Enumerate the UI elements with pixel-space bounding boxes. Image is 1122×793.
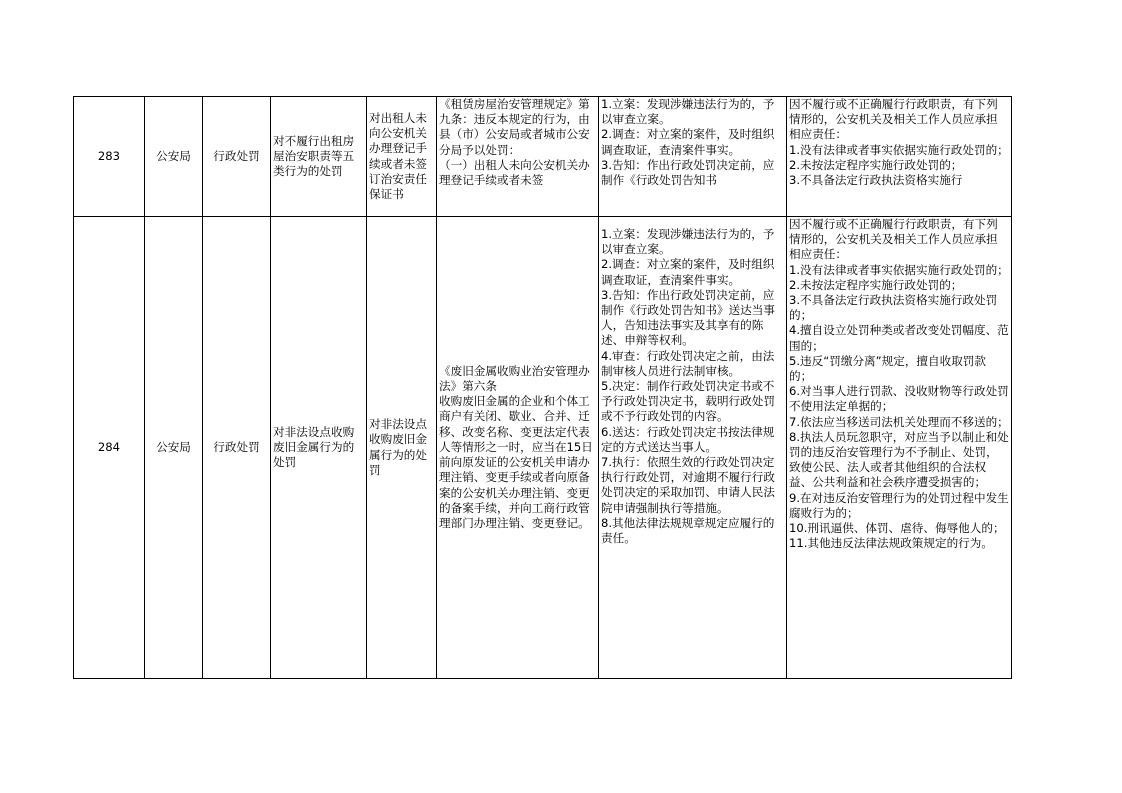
category-cell: 行政处罚: [203, 217, 271, 679]
responsibility-text: [789, 97, 1009, 188]
text-line: 1.没有法律或者事实依据实施行政处罚的；: [789, 142, 1009, 157]
text-line: 2.调查：对立案的案件，及时组织调查取证，查清案件事实。: [601, 127, 775, 157]
text-line: 7.依法应当移送司法机关处理而不移送的；: [789, 414, 1009, 429]
text-line: 3.告知：作出行政处罚决定前，应制作《行政处罚告知书: [601, 157, 775, 188]
text-line: 3.告知：作出行政处罚决定前，应制作《行政处罚告知书》送达当事人，告知违法事实及其享有的陈述、申辩等权利。: [601, 287, 775, 348]
text-line: 2.未按法定程序实施行政处罚的；: [789, 157, 963, 172]
table-row: [74, 97, 1012, 217]
text-line: （一）出租人未向公安机关办理登记手续或者未签: [439, 157, 590, 188]
power-list-table: [73, 96, 1012, 679]
procedure-cell: [599, 217, 787, 679]
text-line: 5.违反“罚缴分离”规定，擅自收取罚款的；: [789, 353, 986, 384]
legal-basis-text: [439, 364, 596, 531]
text-line: 9.在对违反治安管理行为的处罚过程中发生腐败行为的；: [789, 490, 1009, 520]
text-line: 7.执行：依照生效的行政处罚决定执行行政处罚，对逾期不履行行政处罚决定的采取加罚、申请人民法院申请强制执行等措施。: [601, 455, 775, 515]
table-row: [74, 217, 1012, 679]
text-line: 《租赁房屋治安管理规定》第九条：违反本规定的行为，由县（市）公安局或者城市公安分局予以处罚：: [439, 97, 590, 157]
text-line: 8.执法人员玩忽职守，对应当予以制止和处罚的违反治安管理行为不予制止、处罚，致使公民、法人或者其他组织的合法权益、公共利益和社会秩序遭受损害的；: [789, 429, 1009, 490]
text-line: 10.刑讯逼供、体罚、虐待、侮辱他人的；: [789, 521, 1005, 536]
responsibility-text: [789, 217, 1009, 551]
row-number: 284: [74, 217, 145, 679]
text-line: 《废旧金属收购业治安管理办法》第六条: [439, 363, 590, 394]
procedure-text: [601, 217, 784, 546]
item-name-cell: 对不履行出租房屋治安职责等五类行为的处罚: [271, 97, 367, 217]
text-line: 5.决定：制作行政处罚决定书或不予行政处罚决定书，载明行政处罚或不予行政处罚的内容。: [601, 379, 775, 424]
text-line: 2.未按法定程序实施行政处罚的；: [789, 277, 963, 292]
legal-basis-cell: [437, 97, 599, 217]
text-line: 2.调查：对立案的案件，及时组织调查取证，查清案件事实。: [601, 257, 775, 287]
text-line: 因不履行或不正确履行行政职责，有下列情形的，公安机关及相关工作人员应承担相应责任：: [789, 217, 998, 262]
text-line: 因不履行或不正确履行行政职责，有下列情形的，公安机关及相关工作人员应承担相应责任：: [789, 97, 998, 142]
text-line: 3.不具备法定行政执法资格实施行: [789, 173, 963, 188]
text-line: 3.不具备法定行政执法资格实施行政处罚的；: [789, 293, 998, 323]
sub-item-text: 对出租人未向公安机关办理登记手续或者未签订治安责任保证书: [369, 110, 427, 201]
row-number: 283: [74, 97, 145, 217]
department-cell: 公安局: [145, 217, 203, 679]
text-line: 6.送达：行政处罚决定书按法律规定的方式送达当事人。: [601, 424, 775, 454]
legal-basis-cell: [437, 217, 599, 679]
sub-item-cell: 对非法设点收购废旧金属行为的处罚: [367, 217, 437, 679]
item-name-cell: 对非法设点收购废旧金属行为的处罚: [271, 217, 367, 679]
text-line: 4.审查：行政处罚决定之前，由法制审核人员进行法制审核。: [601, 348, 775, 378]
responsibility-cell: [787, 97, 1012, 217]
text-line: 1.立案：发现涉嫌违法行为的，予以审查立案。: [601, 97, 775, 127]
department-cell: 公安局: [145, 97, 203, 217]
text-line: 11.其他违反法律法规政策规定的行为。: [789, 536, 993, 551]
sub-item-cell: [367, 97, 437, 217]
text-line: 4.擅自设立处罚种类或者改变处罚幅度、范围的；: [789, 323, 1009, 353]
responsibility-cell: [787, 217, 1012, 679]
procedure-text: [601, 97, 784, 188]
text-line: 1.立案：发现涉嫌违法行为的，予以审查立案。: [601, 227, 775, 257]
category-cell: 行政处罚: [203, 97, 271, 217]
procedure-cell: [599, 97, 787, 217]
text-line: 收购废旧金属的企业和个体工商户有关闭、歇业、合并、迁移、改变名称、变更法定代表人等情形之一时，应当在15日前向原发证的公安机关申请办理注销、变更手续或者向原备案的公安机关办理注销、变更的备案手续，并向工商行政管理部门办理注销、变更登记。: [439, 394, 593, 530]
text-line: 8.其他法律法规规章规定应履行的责任。: [601, 515, 775, 546]
legal-basis-text: [439, 97, 596, 188]
text-line: 1.没有法律或者事实依据实施行政处罚的；: [789, 262, 1009, 277]
text-line: 6.对当事人进行罚款、没收财物等行政处罚不使用法定单据的；: [789, 384, 1009, 414]
